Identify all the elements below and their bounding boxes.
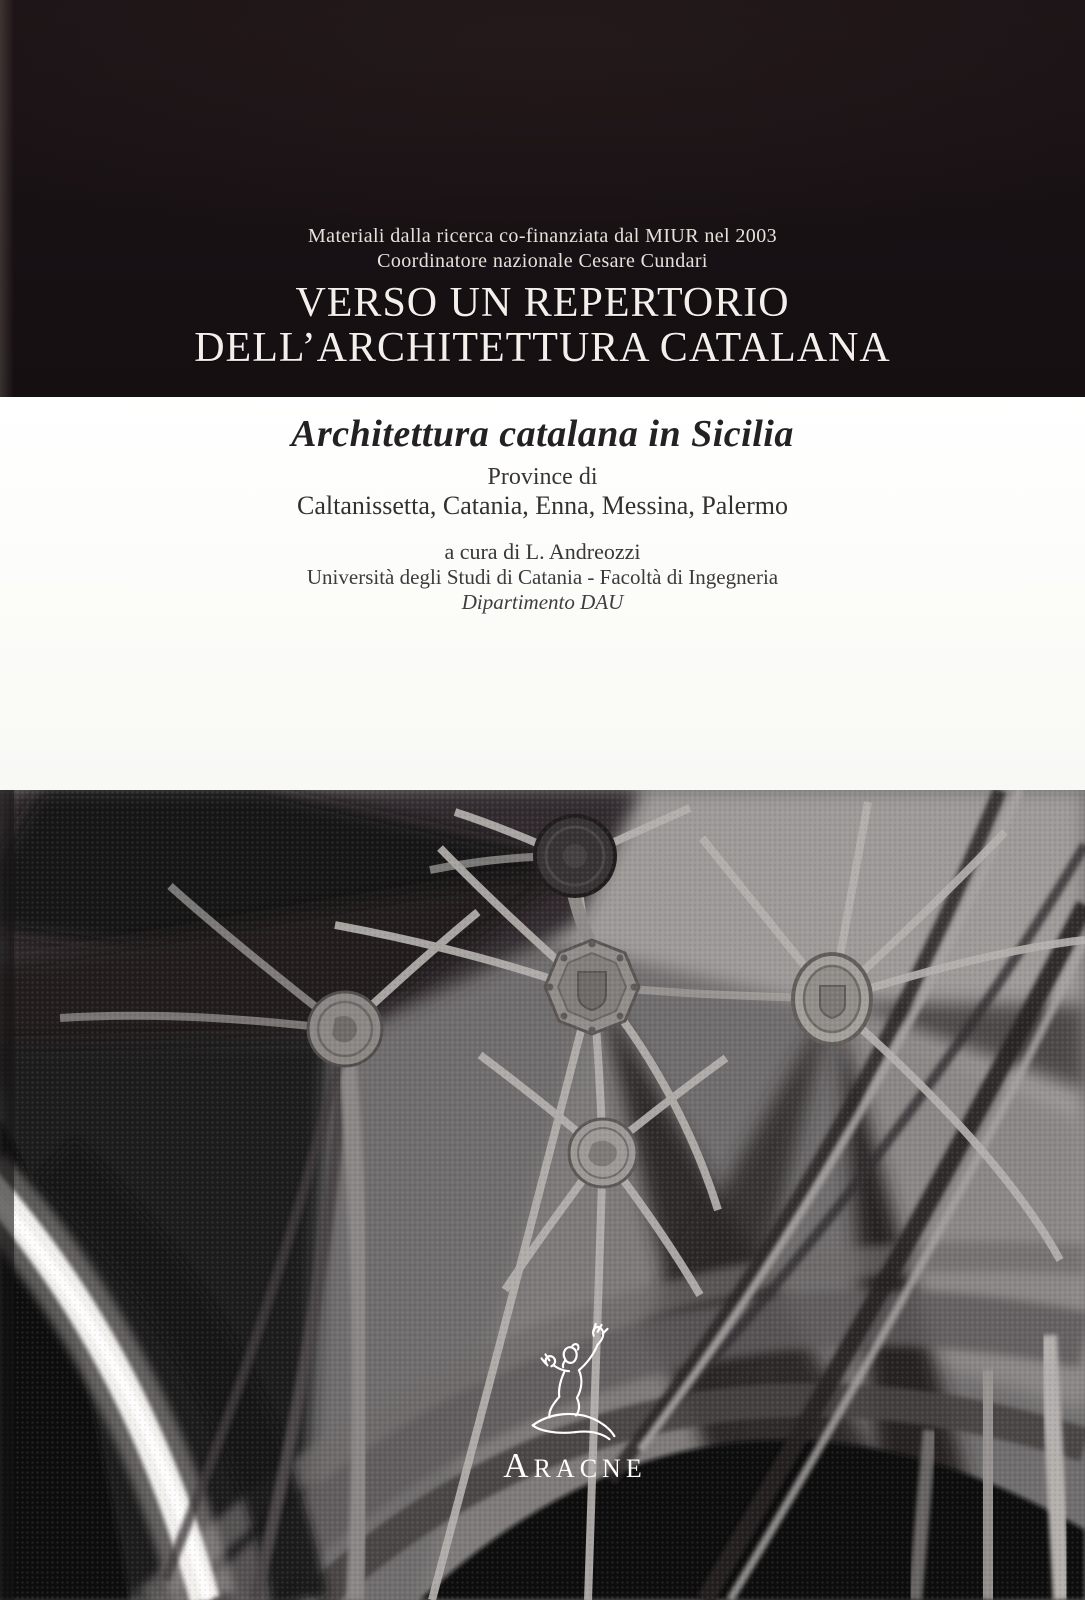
main-title [194, 281, 891, 371]
curator-line: a cura di L. Andreozzi [444, 539, 641, 564]
publisher-name: ARACNE [503, 1446, 647, 1485]
provinces-list: Caltanissetta, Catania, Enna, Messina, Palermo [297, 491, 788, 520]
coordinator-line: Coordinatore nazionale Cesare Cundari [377, 250, 708, 272]
province-label: Province di [487, 464, 598, 490]
department-line: Dipartimento DAU [461, 590, 624, 614]
left-edge-shadow [0, 790, 14, 1600]
publisher-logo [480, 1320, 670, 1486]
main-title-line2: DELL’ARCHITETTURA CATALANA [194, 325, 891, 371]
main-title-line1: VERSO UN REPERTORIO [295, 280, 790, 326]
subtitle-section [0, 397, 1085, 790]
arachne-figure-icon [519, 1320, 631, 1446]
funding-line: Materiali dalla ricerca co-finanziata dal MIUR nel 2003 [307, 225, 778, 247]
header-section [0, 0, 1085, 397]
series-title: Architettura catalana in Sicilia [291, 413, 794, 455]
vault-photo [0, 790, 1085, 1600]
university-line: Università degli Studi di Catania - Facoltà di Ingegneria [306, 565, 779, 589]
